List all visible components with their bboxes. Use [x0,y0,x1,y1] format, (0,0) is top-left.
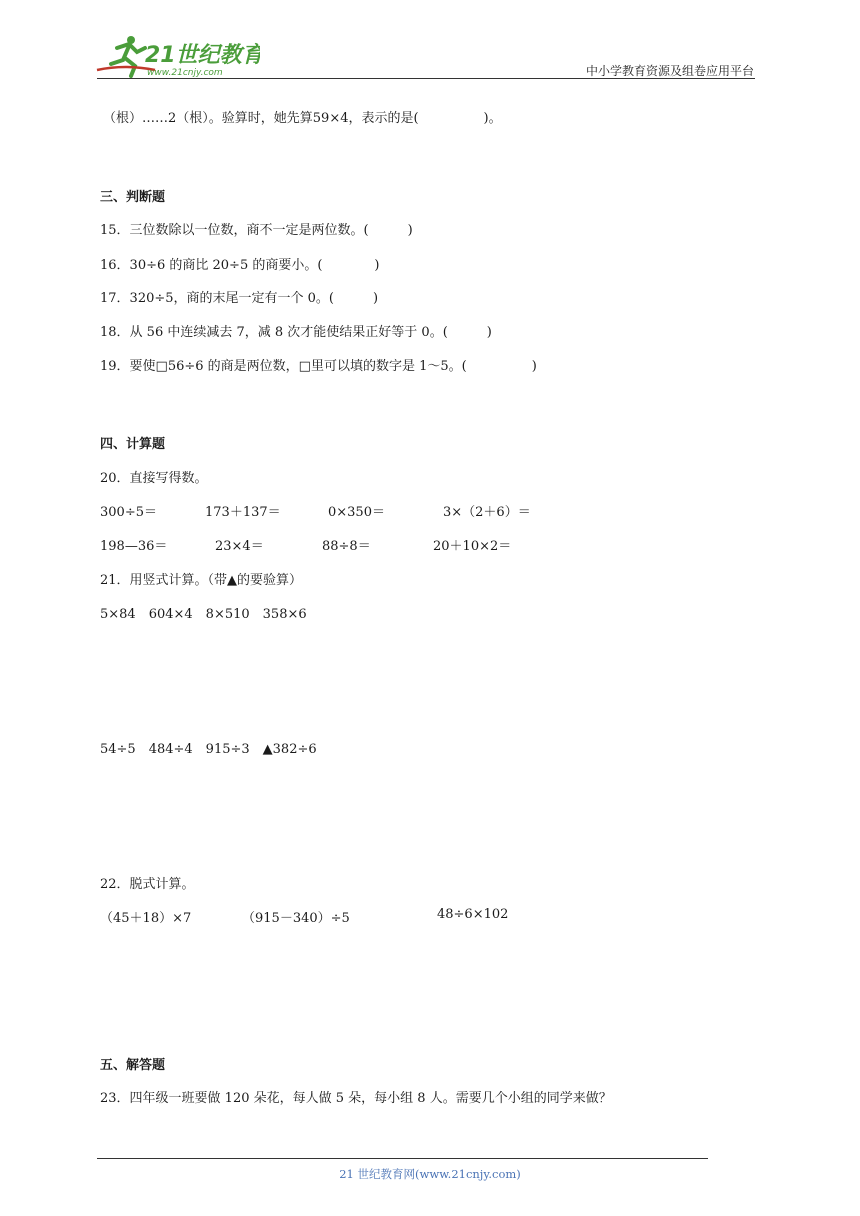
section-title-word-problems: 五、解答题 [100,1058,166,1073]
footer-link[interactable]: 21 世纪教育网(www.21cnjy.com) [339,1167,521,1181]
calc-item: 0×350＝ [328,505,385,520]
runner-logo-icon [95,34,260,78]
header-platform-text: 中小学教育资源及组卷应用平台 [585,64,754,78]
calc-item: 3×（2＋6）＝ [443,505,531,520]
step-calc-item: （45＋18）×7 [100,911,192,926]
question-16: 16．30÷6 的商比 20÷5 的商要小。( ) [100,258,380,273]
calc-item: 20＋10×2＝ [433,539,512,554]
logo-url: www.21cnjy.com [147,68,223,78]
section-title-judgment: 三、判断题 [100,190,166,205]
section-title-calculation: 四、计算题 [100,437,166,452]
calc-item: 300÷5＝ [100,505,157,520]
question-19: 19．要使□56÷6 的商是两位数，□里可以填的数字是 1～5。( ) [100,359,537,374]
site-logo [95,34,260,78]
footer-divider [97,1158,708,1159]
logo-title: 21世纪教育 [145,43,260,68]
calc-item: 198—36＝ [100,539,168,554]
question-15: 15．三位数除以一位数，商不一定是两位数。( ) [100,223,413,238]
question-17: 17．320÷5，商的末尾一定有一个 0。( ) [100,291,379,306]
calc-item: 88÷8＝ [322,539,371,554]
question-23: 23．四年级一班要做 120 朵花，每人做 5 朵，每小组 8 人。需要几个小组的同学来做？ [100,1091,612,1106]
vertical-calc-row-1: 5×84 604×4 8×510 358×6 [100,607,307,622]
step-calc-item: 48÷6×102 [437,907,509,922]
vertical-calc-row-2: 54÷5 484÷4 915÷3 ▲382÷6 [100,742,317,757]
step-calc-item: （915－340）÷5 [242,911,350,926]
question-21: 21．用竖式计算。（带▲的要验算） [100,573,303,588]
question-18: 18．从 56 中连续减去 7，减 8 次才能使结果正好等于 0。( ) [100,325,492,340]
calc-item: 23×4＝ [215,539,264,554]
question-20: 20．直接写得数。 [100,471,208,486]
continued-question-line: （根）……2（根）。验算时，她先算59×4，表示的是( )。 [103,111,502,126]
calc-item: 173＋137＝ [205,505,281,520]
question-22: 22．脱式计算。 [100,877,195,892]
header-divider [97,78,755,79]
